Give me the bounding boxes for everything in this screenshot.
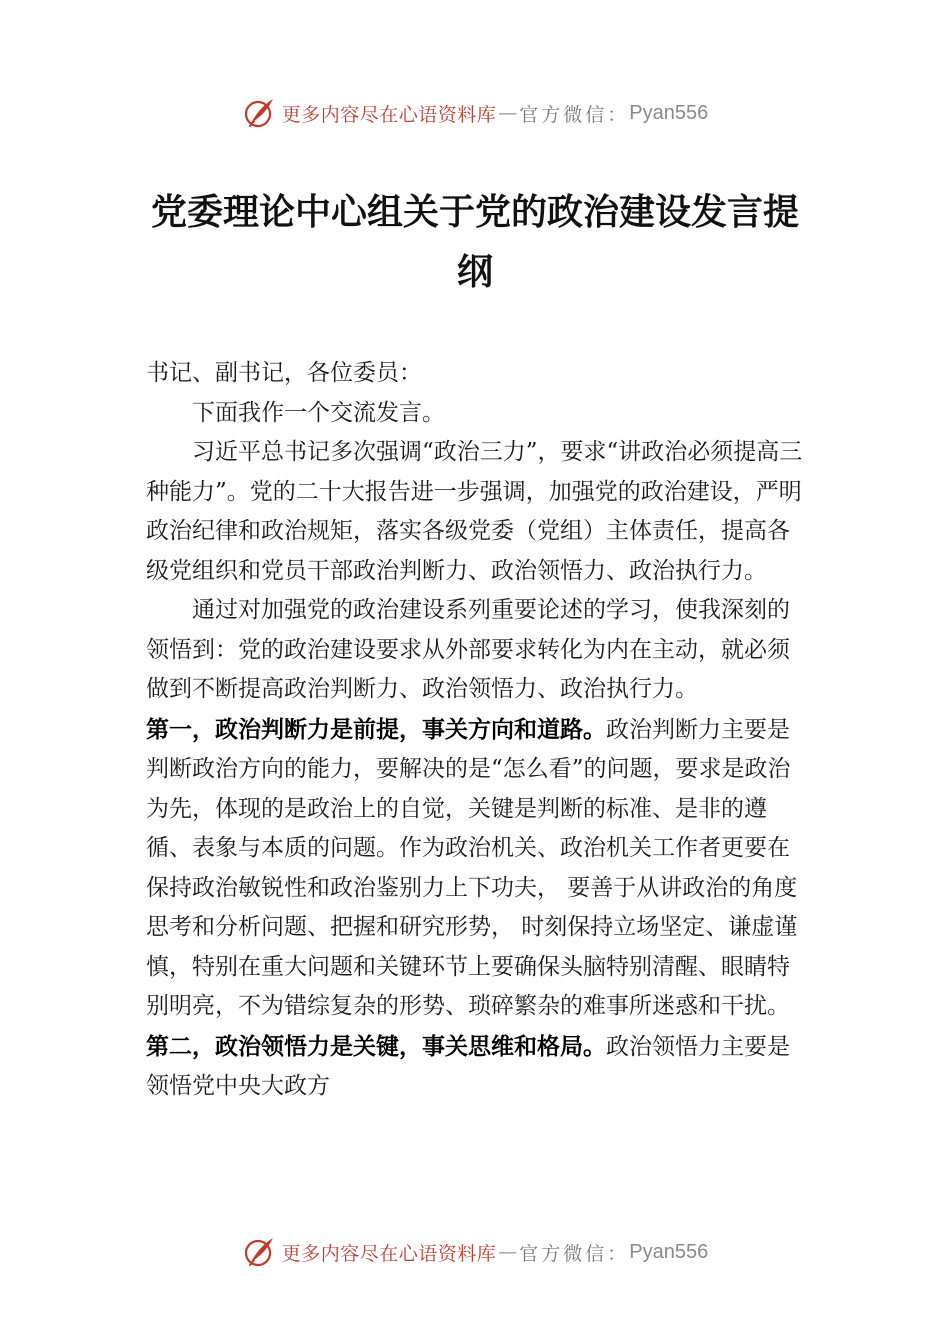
point-two-body: 政治领悟力主要是领悟党中央大政方 (146, 1033, 790, 1099)
banner-separator: — (498, 1241, 518, 1263)
paragraph-learning: 通过对加强党的政治建设系列重要论述的学习，使我深刻的领悟到：党的政治建设要求从外部要求转化为内在主动，就必须做到不断提高政治判断力、政治领悟力、政治执行力。 (146, 597, 790, 702)
banner-wechat-id: Pyan556 (629, 101, 709, 124)
paragraph-intro: 下面我作一个交流发言。 (192, 399, 445, 426)
banner-wechat-id: Pyan556 (629, 1240, 709, 1263)
document-body (146, 354, 811, 1107)
header-banner (0, 93, 950, 133)
quill-logo-icon (242, 96, 276, 130)
banner-wechat-label: 官方微信： (519, 103, 630, 126)
banner-slogan: 更多内容尽在心语资料库 (281, 103, 497, 126)
paragraph-three-abilities: 习近平总书记多次强调“政治三力”，要求“讲政治必须提高三种能力”。党的二十大报告进一步强调，加强党的政治建设，严明政治纪律和政治规矩，落实各级党委（党组）主体责任，提高各级党组织和党员干部政治判断力、政治领悟力、政治执行力。 (146, 439, 803, 584)
banner-wechat-label: 官方微信： (519, 1242, 630, 1265)
document-title: 党委理论中心组关于党的政治建设发言提纲 (150, 191, 799, 293)
point-one-body: 政治判断力主要是判断政治方向的能力，要解决的是“怎么看”的问题，要求是政治为先，体现的是政治上的自觉，关键是判断的标准、是非的遵循、表象与本质的问题。作为政治机关、政治机关工作者更要在保持政治敏锐性和政治鉴别力上下功夫， 要善于从讲政治的角度思考和分析问题、把握和研究形势， 时刻保持立场坚定、谦虚谨慎，特别在重大问题和关键环节上要确保头脑特别清醒、眼睛特别明亮，不为错综复杂的形势、琐碎繁杂的难事所迷惑和干扰。 (146, 716, 798, 1019)
paragraph-points (146, 710, 811, 1107)
footer-banner (0, 1232, 950, 1272)
salutation: 书记、副书记，各位委员： (146, 360, 422, 386)
banner-slogan: 更多内容尽在心语资料库 (281, 1242, 497, 1265)
point-one-heading: 第一，政治判断力是前提，事关方向和道路。 (146, 715, 606, 742)
banner-separator: — (498, 102, 518, 124)
point-two-heading: 第二，政治领悟力是关键，事关思维和格局。 (146, 1032, 606, 1059)
quill-logo-icon (242, 1235, 276, 1269)
